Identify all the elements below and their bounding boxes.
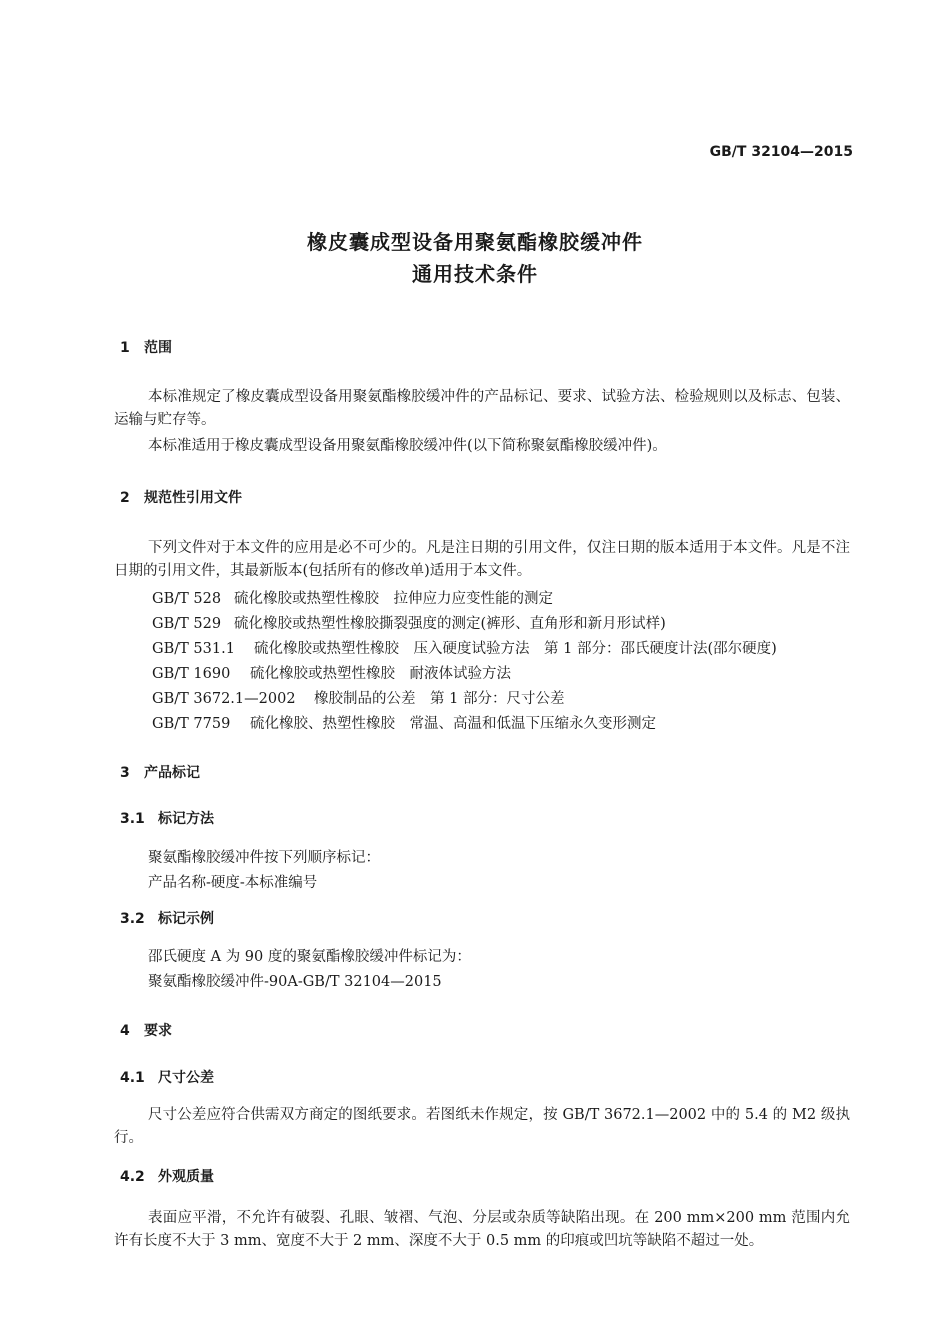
section-title: 规范性引用文件	[144, 490, 242, 506]
reference-item	[152, 662, 511, 683]
document-title-line2: 通用技术条件	[412, 262, 538, 286]
reference-title: 硫化橡胶或热塑性橡胶 压入硬度试验方法 第 1 部分：邵氏硬度计法(邵尔硬度)	[254, 641, 777, 657]
document-title-line1: 橡皮囊成型设备用聚氨酯橡胶缓冲件	[307, 230, 643, 254]
section-number: 2	[120, 490, 130, 506]
reference-item	[152, 712, 656, 733]
reference-title: 硫化橡胶或热塑性橡胶 拉伸应力应变性能的测定	[234, 591, 553, 607]
reference-title: 硫化橡胶或热塑性橡胶撕裂强度的测定(裤形、直角形和新月形试样)	[234, 616, 666, 632]
section-title: 产品标记	[144, 765, 200, 781]
text-line: 产品名称-硬度-本标准编号	[148, 875, 318, 891]
text-line: 聚氨酯橡胶缓冲件-90A-GB/T 32104—2015	[148, 974, 442, 990]
section-number: 4.1	[120, 1070, 145, 1086]
section-1-para-2: 本标准适用于橡皮囊成型设备用聚氨酯橡胶缓冲件(以下简称聚氨酯橡胶缓冲件)。	[148, 438, 667, 454]
text-line: 聚氨酯橡胶缓冲件按下列顺序标记：	[148, 850, 380, 866]
reference-code: GB/T 1690	[152, 666, 231, 682]
section-number: 1	[120, 340, 130, 356]
section-2-heading	[120, 487, 242, 507]
section-title: 范围	[144, 340, 172, 356]
section-1-para-1: 本标准规定了橡皮囊成型设备用聚氨酯橡胶缓冲件的产品标记、要求、试验方法、检验规则以及标志、包装、运输与贮存等。	[114, 389, 850, 428]
section-number: 3	[120, 765, 130, 781]
section-4-2-para: 表面应平滑，不允许有破裂、孔眼、皱褶、气泡、分层或杂质等缺陷出现。在 200 mm×200 mm 范围内允许有长度不大于 3 mm、宽度不大于 2 mm、深度不大于 0.5 mm 的印痕或凹坑等缺陷不超过一处。	[114, 1210, 850, 1249]
reference-item	[152, 587, 553, 608]
reference-code: GB/T 3672.1—2002	[152, 691, 296, 707]
section-3-heading	[120, 762, 200, 782]
subsection-4-1-heading	[120, 1067, 214, 1087]
subsection-3-1-heading	[120, 808, 214, 828]
subsection-3-2-heading	[120, 908, 214, 928]
section-number: 3.2	[120, 911, 145, 927]
section-number: 3.1	[120, 811, 145, 827]
section-title: 尺寸公差	[158, 1070, 214, 1086]
section-title: 标记方法	[158, 811, 214, 827]
section-number: 4	[120, 1023, 130, 1039]
section-4-heading	[120, 1020, 172, 1040]
section-title: 要求	[144, 1023, 172, 1039]
section-number: 4.2	[120, 1169, 145, 1185]
reference-code: GB/T 529	[152, 616, 222, 632]
section-4-1-para: 尺寸公差应符合供需双方商定的图纸要求。若图纸未作规定，按 GB/T 3672.1—2002 中的 5.4 的 M2 级执行。	[114, 1107, 850, 1146]
reference-code: GB/T 531.1	[152, 641, 235, 657]
section-title: 外观质量	[158, 1169, 214, 1185]
reference-title: 硫化橡胶、热塑性橡胶 常温、高温和低温下压缩永久变形测定	[250, 716, 656, 732]
reference-code: GB/T 7759	[152, 716, 231, 732]
section-1-heading	[120, 337, 172, 357]
reference-item	[152, 612, 666, 633]
subsection-4-2-heading	[120, 1166, 214, 1186]
reference-title: 橡胶制品的公差 第 1 部分：尺寸公差	[314, 691, 565, 707]
reference-item	[152, 637, 777, 658]
reference-item	[152, 687, 564, 708]
standard-number: GB/T 32104—2015	[709, 144, 853, 160]
reference-title: 硫化橡胶或热塑性橡胶 耐液体试验方法	[250, 666, 511, 682]
section-title: 标记示例	[158, 911, 214, 927]
text-line: 邵氏硬度 A 为 90 度的聚氨酯橡胶缓冲件标记为：	[148, 949, 471, 965]
reference-code: GB/T 528	[152, 591, 222, 607]
section-2-intro: 下列文件对于本文件的应用是必不可少的。凡是注日期的引用文件，仅注日期的版本适用于本文件。凡是不注日期的引用文件，其最新版本(包括所有的修改单)适用于本文件。	[114, 540, 850, 579]
